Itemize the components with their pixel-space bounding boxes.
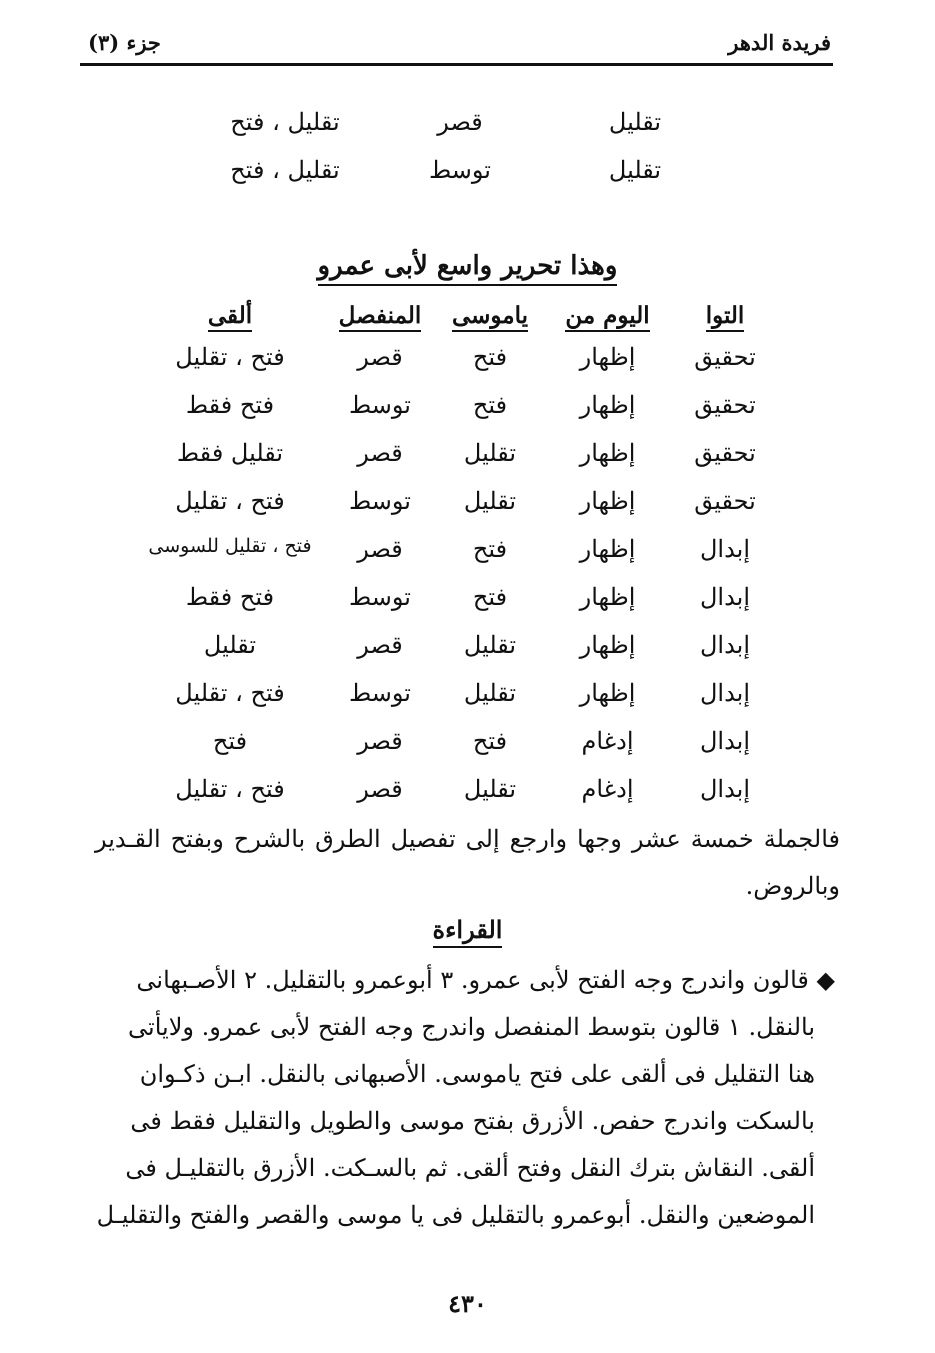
table-cell: تقليل [463, 487, 517, 515]
header-col-3-text: ياموسى [452, 302, 528, 332]
table-cell: فتح [472, 391, 508, 419]
reading-line-5: ألقى. النقاش بترك النقل وفتح ألقى. ثم بالسـكت. الأزرق بالتقليـل فى [125, 1154, 815, 1182]
table-cell: تحقيق [694, 391, 756, 419]
table-cell: إدغام [581, 775, 634, 803]
table-cell: فتح [472, 343, 508, 371]
table-cell: تقليل [463, 679, 517, 707]
header-col-4-text: المنفصل [339, 302, 422, 332]
table-cell: إبدال [699, 727, 751, 755]
table-cell: تقليل فقط [176, 439, 284, 467]
table-cell: إظهار [579, 535, 636, 563]
header-col-3 [445, 302, 535, 329]
table-cell: فتح [212, 727, 248, 755]
table-cell: فتح ، تقليل [175, 343, 285, 371]
table-cell: قصر [357, 343, 403, 371]
table-cell: إدغام [581, 727, 634, 755]
table-cell: فتح ، تقليل للسوسى [148, 535, 312, 557]
top-row-1-col1: تقليل [608, 108, 662, 136]
top-row-1-col3: تقليل ، فتح [230, 108, 340, 136]
table-cell: فتح ، تقليل [175, 487, 285, 515]
top-row-2-col1: تقليل [608, 156, 662, 184]
table-cell: تقليل [203, 631, 257, 659]
table-cell: تقليل [463, 439, 517, 467]
table-cell: قصر [357, 775, 403, 803]
table-cell: توسط [349, 487, 411, 515]
table-cell: إظهار [579, 679, 636, 707]
table-cell: إبدال [699, 631, 751, 659]
header-col-1-text: التوا [706, 302, 745, 332]
table-cell: إبدال [699, 775, 751, 803]
section-title [0, 251, 935, 281]
table-cell: إبدال [699, 679, 751, 707]
reading-line-3: هنا التقليل فى ألقى على فتح ياموسى. الأصبهانى بالنقل. ابـن ذكـوان [139, 1060, 815, 1088]
table-cell: فتح [472, 583, 508, 611]
reading-line-6: الموضعين والنقل. أبوعمرو بالتقليل فى يا موسى والقصر والفتح والتقليـل [96, 1201, 815, 1229]
table-cell: فتح ، تقليل [175, 679, 285, 707]
header-col-4 [335, 302, 425, 329]
table-cell: تحقيق [694, 487, 756, 515]
table-cell: فتح ، تقليل [175, 775, 285, 803]
table-cell: تحقيق [694, 343, 756, 371]
table-cell: إبدال [699, 535, 751, 563]
header-col-5-text: ألقى [208, 302, 252, 332]
book-title: فريدة الدهر [728, 30, 831, 55]
header-col-5 [195, 302, 265, 329]
header-col-2 [560, 302, 655, 329]
reading-line-2: بالنقل. ١ قالون بتوسط المنفصل واندرج وجه الفتح لأبى عمرو. ولايأتى [128, 1013, 815, 1041]
top-row-2-col3: تقليل ، فتح [230, 156, 340, 184]
reading-line-4: بالسكت واندرج حفص. الأزرق بفتح موسى والطويل والتقليل فقط فى [130, 1107, 815, 1135]
table-cell: تقليل [463, 631, 517, 659]
table-cell: إظهار [579, 487, 636, 515]
table-cell: إظهار [579, 391, 636, 419]
table-cell: فتح [472, 727, 508, 755]
table-cell: إبدال [699, 583, 751, 611]
header-divider [80, 63, 833, 66]
top-row-1-col2: قصر [437, 108, 483, 136]
table-cell: قصر [357, 631, 403, 659]
table-cell: توسط [349, 679, 411, 707]
reading-heading-text: القراءة [433, 915, 503, 948]
reading-line-1: ◆ قالون واندرج وجه الفتح لأبى عمرو. ٣ أبوعمرو بالتقليل. ٢ الأصـبهانى [136, 966, 835, 994]
table-cell: قصر [357, 727, 403, 755]
table-cell: فتح [472, 535, 508, 563]
table-cell: إظهار [579, 439, 636, 467]
table-cell: فتح فقط [185, 391, 275, 419]
table-cell: إظهار [579, 631, 636, 659]
page-number: ٤٣٠ [448, 1289, 487, 1318]
table-cell: توسط [349, 391, 411, 419]
header-col-2-text: اليوم من [565, 302, 649, 332]
table-cell: إظهار [579, 583, 636, 611]
table-cell: توسط [349, 583, 411, 611]
header-col-1 [685, 302, 765, 329]
table-cell: إظهار [579, 343, 636, 371]
part-label: جزء (٣) [88, 30, 161, 55]
reading-heading [0, 915, 935, 944]
table-cell: قصر [357, 535, 403, 563]
table-cell: تحقيق [694, 439, 756, 467]
section-title-text: وهذا تحرير واسع لأبى عمرو [318, 251, 618, 286]
top-row-2-col2: توسط [429, 156, 491, 184]
table-cell: فتح فقط [185, 583, 275, 611]
table-cell: قصر [357, 439, 403, 467]
table-cell: تقليل [463, 775, 517, 803]
summary-paragraph: فالجملة خمسة عشر وجها وارجع إلى تفصيل الطرق بالشرح وبفتح القـدير وبالروض. [95, 825, 840, 900]
